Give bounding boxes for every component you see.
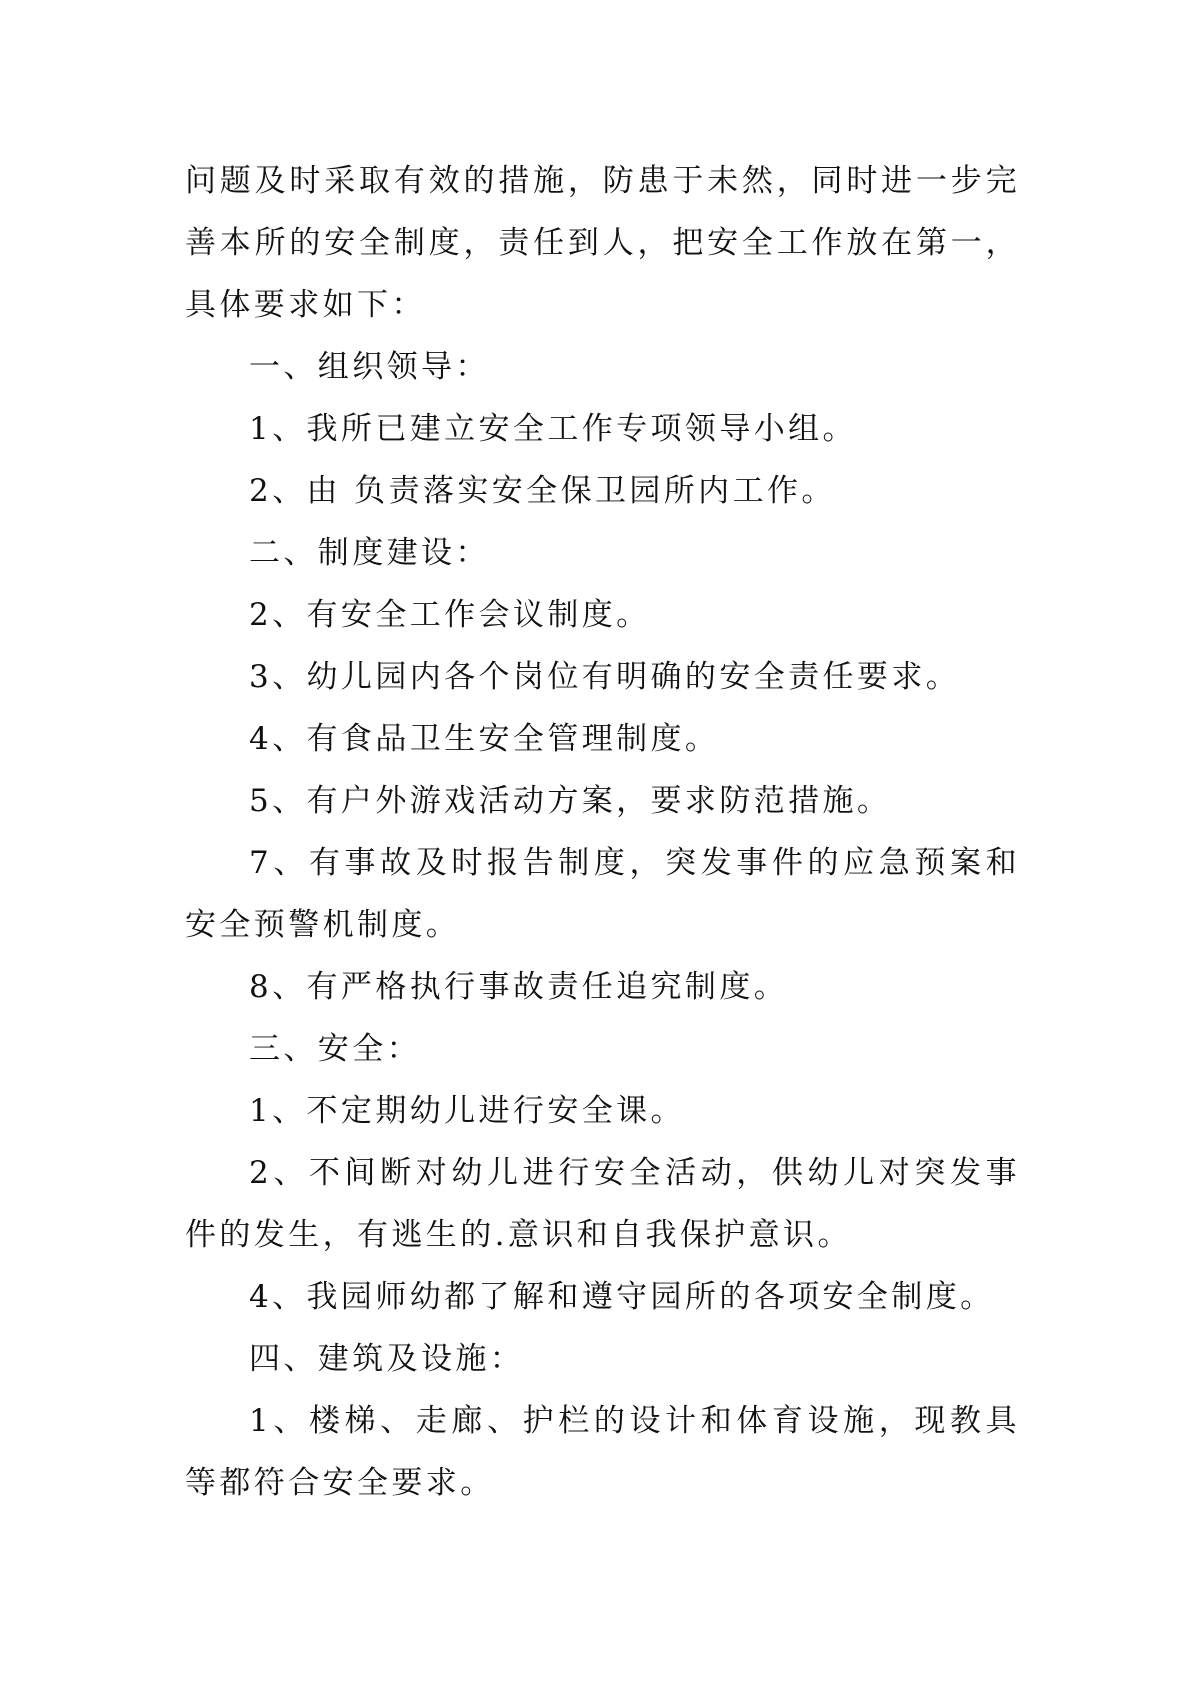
paragraph-item: 4、我园师幼都了解和遵守园所的各项安全制度。 <box>249 1279 995 1315</box>
paragraph-item: 5、有户外游戏活动方案，要求防范措施。 <box>249 783 892 819</box>
paragraph-item: 1、楼梯、走廊、护栏的设计和体育设施，现教具等都符合安全要求。 <box>185 1403 1020 1501</box>
paragraph-item: 7、有事故及时报告制度，突发事件的应急预案和安全预警机制度。 <box>185 845 1020 943</box>
document-body <box>185 150 1020 1514</box>
paragraph-item: 2、有安全工作会议制度。 <box>249 597 651 633</box>
paragraph-item: 2、由 负责落实安全保卫园所内工作。 <box>249 473 836 509</box>
section-heading-organization: 一、组织领导： <box>249 349 490 385</box>
paragraph-item: 1、不定期幼儿进行安全课。 <box>249 1093 685 1129</box>
section-heading-buildings: 四、建筑及设施： <box>249 1341 525 1377</box>
section-heading-safety: 三、安全： <box>249 1031 421 1067</box>
paragraph-item: 8、有严格执行事故责任追究制度。 <box>249 969 789 1005</box>
paragraph-item: 1、我所已建立安全工作专项领导小组。 <box>249 411 857 447</box>
section-heading-system: 二、制度建设： <box>249 535 490 571</box>
paragraph-item: 3、幼儿园内各个岗位有明确的安全责任要求。 <box>249 659 961 695</box>
paragraph-item: 2、不间断对幼儿进行安全活动，供幼儿对突发事件的发生，有逃生的.意识和自我保护意识。 <box>185 1155 1020 1253</box>
paragraph-item: 4、有食品卫生安全管理制度。 <box>249 721 720 757</box>
paragraph-intro-continuation: 问题及时采取有效的措施，防患于未然，同时进一步完善本所的安全制度，责任到人，把安全工作放在第一，具体要求如下： <box>185 163 1020 323</box>
